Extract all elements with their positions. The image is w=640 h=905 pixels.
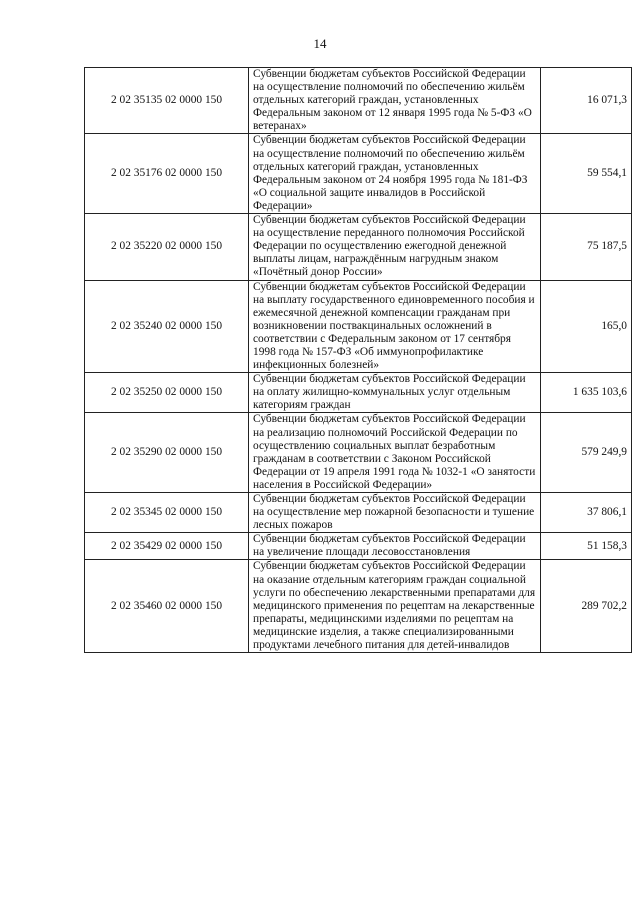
budget-table <box>84 67 632 653</box>
budget-amount: 75 187,5 <box>541 214 632 280</box>
budget-code: 2 02 35250 02 0000 150 <box>85 373 249 413</box>
budget-code: 2 02 35460 02 0000 150 <box>85 560 249 653</box>
table-row <box>85 533 632 560</box>
table-row <box>85 373 632 413</box>
budget-amount: 59 554,1 <box>541 134 632 214</box>
budget-amount: 165,0 <box>541 280 632 373</box>
budget-description: Субвенции бюджетам субъектов Российской Федерации на осуществление полномочий по обеспечению жильём отдельных категорий граждан, установленных Федеральным законом от 12 января 1995 года № 5-ФЗ «О ветеранах» <box>249 68 541 134</box>
budget-description: Субвенции бюджетам субъектов Российской Федерации на осуществление мер пожарной безопасности и тушение лесных пожаров <box>249 493 541 533</box>
budget-code: 2 02 35429 02 0000 150 <box>85 533 249 560</box>
budget-code: 2 02 35135 02 0000 150 <box>85 68 249 134</box>
table-row <box>85 493 632 533</box>
budget-description: Субвенции бюджетам субъектов Российской Федерации на реализацию полномочий Российской Федерации по осуществлению социальных выплат безработным гражданам в соответствии с Законом Российской Федерации от 19 апреля 1991 года № 1032-1 «О занятости населения в Российской Федерации» <box>249 413 541 493</box>
table-row <box>85 413 632 493</box>
table-row <box>85 560 632 653</box>
table-row <box>85 214 632 280</box>
budget-code: 2 02 35176 02 0000 150 <box>85 134 249 214</box>
budget-description: Субвенции бюджетам субъектов Российской Федерации на выплату государственного единовременного пособия и ежемесячной денежной компенсации гражданам при возникновении поствакцинальных осложнений в соответствии с Федеральным законом от 17 сентября 1998 года № 157-ФЗ «Об иммунопрофилактике инфекционных болезней» <box>249 280 541 373</box>
budget-description: Субвенции бюджетам субъектов Российской Федерации на увеличение площади лесовосстановления <box>249 533 541 560</box>
budget-description: Субвенции бюджетам субъектов Российской Федерации на оплату жилищно-коммунальных услуг отдельным категориям граждан <box>249 373 541 413</box>
budget-description: Субвенции бюджетам субъектов Российской Федерации на осуществление переданного полномочия Российской Федерации по осуществлению ежегодной денежной выплаты лицам, награждённым нагрудным знаком «Почётный донор России» <box>249 214 541 280</box>
table-row <box>85 134 632 214</box>
budget-code: 2 02 35345 02 0000 150 <box>85 493 249 533</box>
budget-amount: 51 158,3 <box>541 533 632 560</box>
budget-description: Субвенции бюджетам субъектов Российской Федерации на осуществление полномочий по обеспечению жильём отдельных категорий граждан, установленных Федеральным законом от 24 ноября 1995 года № 181-ФЗ «О социальной защите инвалидов в Российской Федерации» <box>249 134 541 214</box>
budget-amount: 16 071,3 <box>541 68 632 134</box>
budget-code: 2 02 35220 02 0000 150 <box>85 214 249 280</box>
budget-amount: 37 806,1 <box>541 493 632 533</box>
budget-amount: 1 635 103,6 <box>541 373 632 413</box>
budget-amount: 289 702,2 <box>541 560 632 653</box>
budget-description: Субвенции бюджетам субъектов Российской Федерации на оказание отдельным категориям граждан социальной услуги по обеспечению лекарственными препаратами для медицинского применения по рецептам на лекарственные препараты, медицинскими изделиями по рецептам на медицинские изделия, а также специализированными продуктами лечебного питания для детей-инвалидов <box>249 560 541 653</box>
page-number: 14 <box>313 36 327 51</box>
budget-amount: 579 249,9 <box>541 413 632 493</box>
table-row <box>85 280 632 373</box>
table-row <box>85 68 632 134</box>
budget-code: 2 02 35240 02 0000 150 <box>85 280 249 373</box>
budget-code: 2 02 35290 02 0000 150 <box>85 413 249 493</box>
